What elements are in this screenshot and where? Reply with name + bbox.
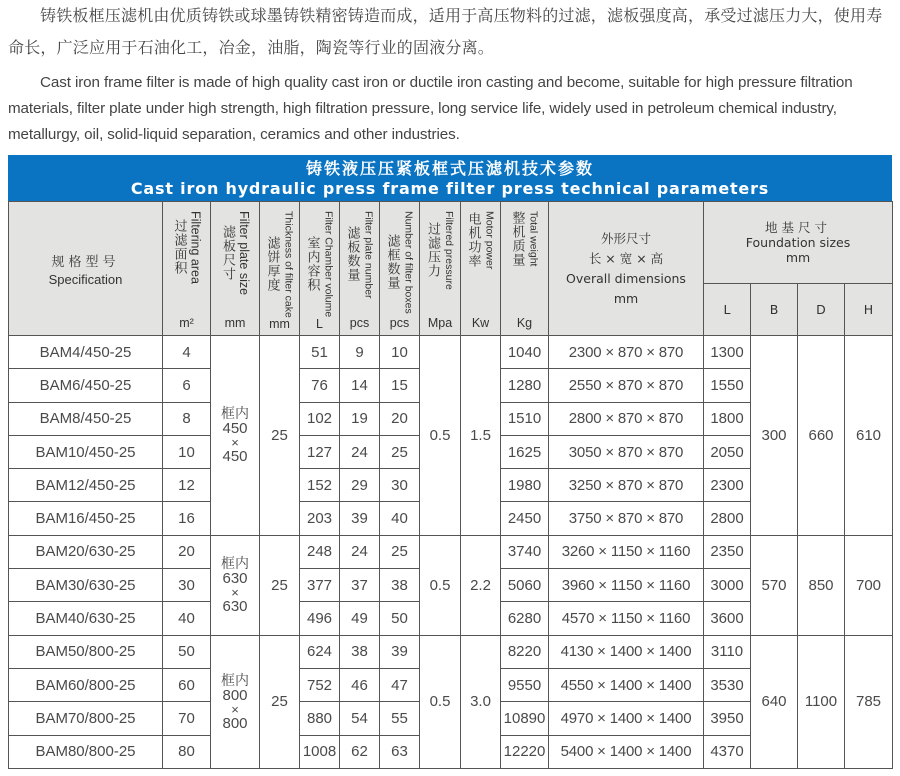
cell-foundation-d: 850 (798, 535, 845, 635)
cell-foundation-h: 610 (845, 336, 893, 536)
plate-size-x: × (231, 585, 239, 601)
cell-chamber-volume: 880 (300, 702, 340, 735)
cell-plate-number: 38 (340, 635, 380, 668)
header-area-unit: m² (179, 315, 194, 330)
header-dims-en: Overall dimensions (566, 270, 686, 286)
plate-size-a: 450 (222, 420, 248, 438)
cell-overall-dimensions: 2300 × 870 × 870 (549, 336, 704, 369)
cell-specification: BAM8/450-25 (9, 402, 163, 435)
cell-total-weight: 1040 (501, 336, 549, 369)
cell-foundation-l: 3110 (704, 635, 751, 668)
cell-filtering-area: 30 (163, 569, 211, 602)
cell-filtering-area: 12 (163, 469, 211, 502)
cell-foundation-d: 660 (798, 336, 845, 536)
cell-specification: BAM50/800-25 (9, 635, 163, 668)
cell-box-number: 55 (380, 702, 420, 735)
plate-size-b: 800 (222, 714, 248, 732)
table-row (9, 535, 893, 568)
header-foundation-h: H (845, 284, 893, 336)
table-title-zh: 铸铁液压压紧板框式压滤机技术参数 (305, 159, 594, 178)
cell-motor-power: 1.5 (461, 336, 501, 536)
cell-plate-size (211, 336, 260, 536)
header-specification (9, 202, 163, 336)
cell-total-weight: 6280 (501, 602, 549, 635)
header-total-weight (501, 202, 549, 336)
cell-chamber-volume: 377 (300, 569, 340, 602)
header-cake-thickness (260, 202, 300, 336)
cell-total-weight: 1510 (501, 402, 549, 435)
header-overall-dimensions (549, 202, 704, 336)
cell-foundation-b: 640 (751, 635, 798, 768)
cell-foundation-d: 1100 (798, 635, 845, 768)
plate-size-x: × (231, 435, 239, 451)
header-plates-en: Filter plate number (362, 210, 375, 299)
cell-overall-dimensions: 2550 × 870 × 870 (549, 369, 704, 402)
cell-filtering-area: 10 (163, 435, 211, 468)
cell-total-weight: 10890 (501, 702, 549, 735)
cell-plate-size (211, 635, 260, 768)
header-area-en: Filtering area (188, 210, 203, 284)
cell-plate-number: 24 (340, 435, 380, 468)
cell-cake-thickness: 25 (260, 336, 300, 536)
cell-filtering-area: 6 (163, 369, 211, 402)
cell-filtered-pressure: 0.5 (420, 336, 461, 536)
cell-filtering-area: 4 (163, 336, 211, 369)
cell-box-number: 30 (380, 469, 420, 502)
intro-paragraph-zh: 铸铁板框压滤机由优质铸铁或球墨铸铁精密铸造而成，适用于高压物料的过滤，滤板强度高，承受过滤压力大，使用寿命长，广泛应用于石油化工，冶金，油脂，陶瓷等行业的固液分离。 (8, 6, 883, 57)
cell-filtering-area: 50 (163, 635, 211, 668)
cell-filtering-area: 16 (163, 502, 211, 535)
cell-foundation-l: 1800 (704, 402, 751, 435)
header-volume-zh: 室内容积 (304, 235, 320, 292)
cell-specification: BAM16/450-25 (9, 502, 163, 535)
cell-motor-power: 3.0 (461, 635, 501, 768)
header-motor-zh: 电机功率 (465, 211, 481, 268)
cell-motor-power: 2.2 (461, 535, 501, 635)
cell-plate-number: 24 (340, 535, 380, 568)
cell-foundation-l: 3000 (704, 569, 751, 602)
cell-foundation-l: 3950 (704, 702, 751, 735)
cell-overall-dimensions: 4970 × 1400 × 1400 (549, 702, 704, 735)
cell-overall-dimensions: 3050 × 870 × 870 (549, 435, 704, 468)
cell-box-number: 25 (380, 535, 420, 568)
intro-text (8, 0, 896, 148)
cell-specification: BAM6/450-25 (9, 369, 163, 402)
cell-overall-dimensions: 3960 × 1150 × 1160 (549, 569, 704, 602)
header-dims-zh: 外形尺寸 (600, 230, 651, 246)
table-title-band (8, 155, 892, 201)
cell-foundation-l: 3530 (704, 668, 751, 701)
cell-plate-number: 62 (340, 735, 380, 768)
cell-filtering-area: 8 (163, 402, 211, 435)
plate-size-b: 450 (222, 448, 248, 466)
table-row (9, 336, 893, 369)
cell-chamber-volume: 51 (300, 336, 340, 369)
cell-box-number: 47 (380, 668, 420, 701)
plate-size-b: 630 (222, 598, 248, 616)
header-area-zh: 过滤面积 (171, 218, 187, 275)
cell-total-weight: 9550 (501, 668, 549, 701)
header-pressure-en: Filtered pressure (443, 210, 455, 290)
cell-specification: BAM10/450-25 (9, 435, 163, 468)
cell-specification: BAM30/630-25 (9, 569, 163, 602)
cell-specification: BAM60/800-25 (9, 668, 163, 701)
header-plates-zh: 滤板数量 (344, 226, 360, 283)
cell-chamber-volume: 496 (300, 602, 340, 635)
header-weight-en: Total weight (527, 210, 540, 267)
cell-box-number: 63 (380, 735, 420, 768)
cell-foundation-l: 3600 (704, 602, 751, 635)
header-plates-unit: pcs (349, 315, 370, 330)
header-spec-en: Specification (48, 271, 123, 287)
header-foundation-en: Foundation sizes (745, 235, 851, 250)
header-boxes-unit: pcs (389, 315, 410, 330)
cell-foundation-l: 4370 (704, 735, 751, 768)
cell-box-number: 25 (380, 435, 420, 468)
cell-specification: BAM40/630-25 (9, 602, 163, 635)
cell-total-weight: 3740 (501, 535, 549, 568)
table-title-en: Cast iron hydraulic press frame filter press technical parameters (130, 179, 770, 198)
cell-chamber-volume: 752 (300, 668, 340, 701)
cell-filtering-area: 60 (163, 668, 211, 701)
cell-foundation-l: 1300 (704, 336, 751, 369)
header-volume-unit: L (316, 316, 323, 331)
cell-plate-number: 49 (340, 602, 380, 635)
header-plate-number (340, 202, 380, 336)
table-body (9, 336, 893, 769)
header-cake-en: Thickness of filter cake (282, 210, 295, 318)
cell-filtering-area: 20 (163, 535, 211, 568)
cell-cake-thickness: 25 (260, 535, 300, 635)
header-volume-en: Filter Chamber volume (322, 210, 335, 317)
cell-box-number: 39 (380, 635, 420, 668)
plate-size-prefix: 框内 (221, 555, 249, 572)
cell-plate-number: 14 (340, 369, 380, 402)
cell-chamber-volume: 152 (300, 469, 340, 502)
cell-overall-dimensions: 5400 × 1400 × 1400 (549, 735, 704, 768)
plate-size-x: × (231, 701, 239, 717)
cell-plate-number: 54 (340, 702, 380, 735)
cell-plate-number: 19 (340, 402, 380, 435)
cell-plate-size (211, 535, 260, 635)
header-plate-size-en: Filter plate size (237, 210, 251, 295)
cell-box-number: 50 (380, 602, 420, 635)
header-plate-size-unit: mm (224, 315, 246, 330)
header-motor-en: Motor power (483, 210, 496, 269)
plate-size-a: 630 (222, 570, 248, 588)
cell-chamber-volume: 248 (300, 535, 340, 568)
header-weight-zh: 整机质量 (509, 210, 525, 267)
cell-overall-dimensions: 3260 × 1150 × 1160 (549, 535, 704, 568)
cell-foundation-b: 300 (751, 336, 798, 536)
cell-plate-number: 9 (340, 336, 380, 369)
cell-total-weight: 1980 (501, 469, 549, 502)
header-boxes-en: Number of filter boxes (402, 210, 415, 314)
cell-plate-number: 37 (340, 569, 380, 602)
cell-specification: BAM4/450-25 (9, 336, 163, 369)
cell-chamber-volume: 76 (300, 369, 340, 402)
cell-plate-number: 29 (340, 469, 380, 502)
cell-filtering-area: 70 (163, 702, 211, 735)
cell-plate-number: 39 (340, 502, 380, 535)
cell-overall-dimensions: 3250 × 870 × 870 (549, 469, 704, 502)
cell-specification: BAM20/630-25 (9, 535, 163, 568)
header-foundation-l: L (704, 284, 751, 336)
header-cake-zh: 滤饼厚度 (264, 235, 280, 292)
cell-overall-dimensions: 4570 × 1150 × 1160 (549, 602, 704, 635)
table-header (9, 202, 893, 336)
header-foundation-sizes (704, 202, 893, 284)
cell-filtered-pressure: 0.5 (420, 535, 461, 635)
cell-box-number: 40 (380, 502, 420, 535)
cell-box-number: 38 (380, 569, 420, 602)
cell-total-weight: 1280 (501, 369, 549, 402)
header-weight-unit: Kg (516, 315, 533, 330)
header-motor-power (461, 202, 501, 336)
cell-total-weight: 12220 (501, 735, 549, 768)
cell-plate-number: 46 (340, 668, 380, 701)
header-foundation-b: B (751, 284, 798, 336)
cell-foundation-b: 570 (751, 535, 798, 635)
plate-size-a: 800 (222, 686, 248, 704)
cell-foundation-l: 1550 (704, 369, 751, 402)
header-cake-unit: mm (269, 317, 290, 332)
header-filtered-pressure (420, 202, 461, 336)
cell-chamber-volume: 102 (300, 402, 340, 435)
header-pressure-unit: Mpa (427, 315, 453, 330)
cell-foundation-l: 2050 (704, 435, 751, 468)
cell-box-number: 10 (380, 336, 420, 369)
header-spec-zh: 规格型号 (51, 254, 120, 270)
cell-foundation-h: 785 (845, 635, 893, 768)
cell-total-weight: 2450 (501, 502, 549, 535)
cell-chamber-volume: 127 (300, 435, 340, 468)
header-box-number (380, 202, 420, 336)
cell-filtering-area: 40 (163, 602, 211, 635)
cell-box-number: 20 (380, 402, 420, 435)
cell-specification: BAM12/450-25 (9, 469, 163, 502)
table-row (9, 635, 893, 668)
cell-overall-dimensions: 3750 × 870 × 870 (549, 502, 704, 535)
header-plate-size (211, 202, 260, 336)
cell-chamber-volume: 1008 (300, 735, 340, 768)
cell-cake-thickness: 25 (260, 635, 300, 768)
cell-box-number: 15 (380, 369, 420, 402)
header-boxes-zh: 滤框数量 (384, 233, 400, 290)
cell-foundation-l: 2300 (704, 469, 751, 502)
intro-paragraph-en: Cast iron frame filter is made of high quality cast iron or ductile iron casting and become, suitable for high pressure filtration materials, filter plate under high strength, high filtration pressure, long service life, widely used in petroleum chemical industry, metallurgy, oil, solid-liquid separation, ceramics and other industries. (8, 74, 853, 143)
cell-overall-dimensions: 4550 × 1400 × 1400 (549, 668, 704, 701)
cell-chamber-volume: 624 (300, 635, 340, 668)
technical-parameters-table (8, 201, 893, 769)
cell-filtered-pressure: 0.5 (420, 635, 461, 768)
cell-specification: BAM70/800-25 (9, 702, 163, 735)
cell-total-weight: 5060 (501, 569, 549, 602)
header-foundation-d: D (798, 284, 845, 336)
plate-size-prefix: 框内 (221, 671, 249, 688)
plate-size-prefix: 框内 (221, 405, 249, 422)
cell-overall-dimensions: 4130 × 1400 × 1400 (549, 635, 704, 668)
header-plate-size-zh: 滤板尺寸 (220, 224, 235, 281)
header-filtering-area (163, 202, 211, 336)
cell-total-weight: 1625 (501, 435, 549, 468)
cell-total-weight: 8220 (501, 635, 549, 668)
cell-overall-dimensions: 2800 × 870 × 870 (549, 402, 704, 435)
cell-specification: BAM80/800-25 (9, 735, 163, 768)
cell-foundation-h: 700 (845, 535, 893, 635)
header-motor-unit: Kw (471, 315, 490, 330)
header-pressure-zh: 过滤压力 (425, 221, 440, 278)
header-foundation-zh: 地基尺寸 (764, 220, 831, 235)
header-dims-formula: 长 × 宽 × 高 (588, 250, 664, 266)
header-chamber-volume (300, 202, 340, 336)
cell-chamber-volume: 203 (300, 502, 340, 535)
header-dims-unit: mm (613, 290, 639, 306)
cell-foundation-l: 2350 (704, 535, 751, 568)
header-foundation-unit: mm (785, 250, 811, 265)
cell-foundation-l: 2800 (704, 502, 751, 535)
cell-filtering-area: 80 (163, 735, 211, 768)
